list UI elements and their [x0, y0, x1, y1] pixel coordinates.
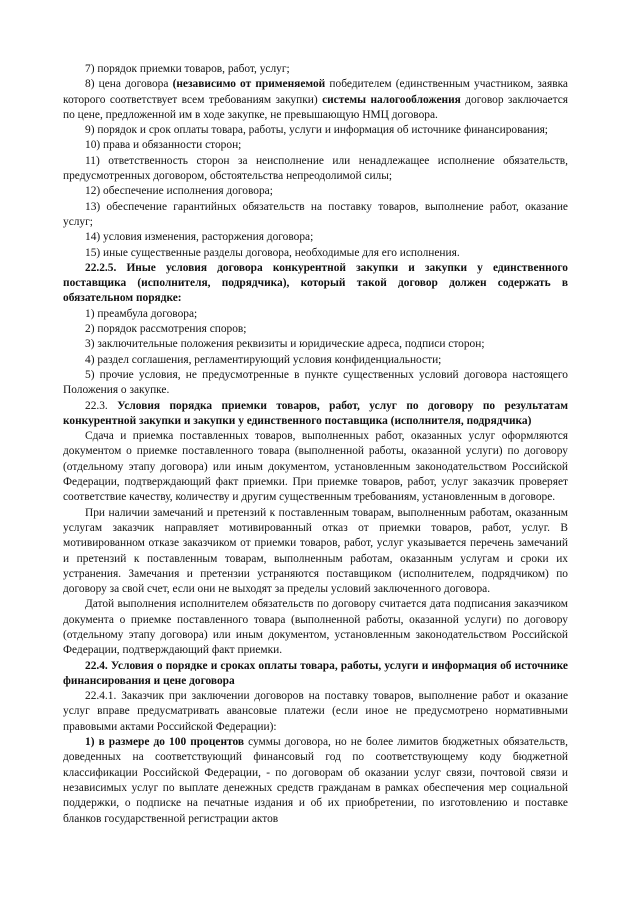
text-run: 9) порядок и срок оплаты товара, работы, услуги и информация об источнике финансирования;	[85, 124, 548, 137]
mandatory-item-4	[63, 353, 568, 368]
text-run: 22.2.5. Иные условия договора конкурентной закупки и закупки у единственного поставщика (исполнителя, подрядчика), который такой договор должен содержать в обязательном порядке:	[63, 261, 568, 305]
list-item-9-payment-terms	[63, 123, 568, 138]
mandatory-item-2	[63, 322, 568, 337]
section-heading-22-2-5	[63, 261, 568, 307]
text-run: 15) иные существенные разделы договора, необходимые для его исполнения.	[85, 246, 460, 259]
list-item-8-contract-price	[63, 77, 568, 123]
document-page	[63, 62, 568, 827]
list-item-11	[63, 154, 568, 185]
text-run: Условия порядка приемки товаров, работ, услуг по договору по результатам конкурентной закупки и закупки у единственного поставщика (исполнителя, подрядчика)	[63, 399, 568, 427]
text-run: системы налогообложения	[322, 93, 461, 106]
text-run: 22.4. Условия о порядке и сроках оплаты товара, работы, услуги и информация об источнике финансирования и цене договора	[63, 659, 568, 687]
list-item-13	[63, 200, 568, 231]
text-run: 13) обеспечение гарантийных обязательств на поставку товаров, выполнение работ, оказание услуг;	[63, 200, 568, 228]
mandatory-item-3	[63, 337, 568, 352]
paragraph-claims	[63, 506, 568, 598]
list-item-15	[63, 246, 568, 261]
paragraph-advance-100	[63, 735, 568, 827]
text-run: (независимо от применяемой	[172, 78, 326, 91]
section-heading-22-3	[63, 399, 568, 430]
text-run: 22.3.	[85, 399, 118, 412]
text-run: 5) прочие условия, не предусмотренные в пункте существенных условий договора настоящего Положения о закупке.	[63, 368, 568, 397]
list-item-10	[63, 138, 568, 153]
text-run: 14) условия изменения, расторжения договора;	[85, 231, 314, 244]
text-run: 4) раздел соглашения, регламентирующий условия конфиденциальности;	[85, 353, 442, 366]
paragraph-fulfillment-date	[63, 597, 568, 658]
text-run: 7) порядок приемки товаров, работ, услуг;	[85, 63, 290, 75]
paragraph-22-4-1	[63, 689, 568, 735]
list-item-7	[63, 62, 568, 77]
text-run: 1) преамбула договора;	[85, 307, 198, 320]
text-run: Сдача и приемка поставленных товаров, выполненных работ, оказанных услуг оформляются документом о приемке поставленного товара (выполненной работы, оказанной услуги) по договору (отдельному этапу договора) или иным документом, установленным законодательством Российской Федерации, подтверждающий факт приемки. При приемке товаров, работ, услуг заказчик проверяет соответствие качеству, количеству и другим существенным требованиям, установленным в договоре.	[63, 430, 568, 504]
mandatory-item-5	[63, 368, 568, 399]
text-run: 12) обеспечение исполнения договора;	[85, 185, 273, 198]
list-item-14	[63, 230, 568, 245]
text-run: суммы договора, но не более лимитов бюджетных обязательств, доведенных на соответствующий финансовый год по соответствующему коду бюджетной классификации Российской Федерации, - по договорам об оказании услуг связи, почтовой связи и независимых услуг по выплате денежных средств гражданам в рамках обеспечения мер социальной поддержки, о подписке на печатные издания и об их приобретении, по изготовлению и поставке бланков государственной регистрации актов	[63, 736, 568, 825]
text-run: При наличии замечаний и претензий к поставленным товарам, выполненным работам, оказанным услугам заказчик направляет мотивированный отказ от приемки товаров, работ, услуг. В мотивированном отказе заказчиком от приемки товаров, работ, услуг указывается перечень замечаний и претензий к поставленным товарам, выполненным работам, оказанным услугам и сроки их устранения. Замечания и претензии устраняются поставщиком (исполнителем, подрядчиком) по договору за свой счет, если они не выходят за пределы условий заключенного договора.	[63, 506, 568, 596]
section-heading-22-4	[63, 659, 568, 690]
paragraph-acceptance	[63, 429, 568, 505]
text-run: 11) ответственность сторон за неисполнение или ненадлежащее исполнение обязательств, предусмотренных договором, обстоятельства непреодолимой силы;	[63, 154, 568, 183]
text-run: договор заключается по цене, предложенной им в ходе закупке, не превышающую НМЦ договора.	[63, 93, 569, 121]
text-run: победителем (единственным участником, заявка которого соответствует всем требованиям закупки)	[63, 78, 568, 106]
text-run: 10) права и обязанности сторон;	[85, 139, 242, 152]
text-run: 8) цена договора	[85, 78, 173, 91]
text-run: 22.4.1. Заказчик при заключении договоров на поставку товаров, выполнение работ и оказание услуг вправе предусматривать авансовые платежи (если иное не предусмотрено нормативными правовыми актами Российской Федерации):	[63, 690, 568, 733]
text-run: Датой выполнения исполнителем обязательств по договору считается дата подписания заказчиком документа о приемке поставленного товара (выполненной работы, оказанной услуги) по договору (отдельному этапу договора) или иным документом, установленным законодательством Российской Федерации, подтверждающий факт приемки.	[63, 598, 568, 657]
text-run: 2) порядок рассмотрения споров;	[85, 323, 247, 336]
text-run: 1) в размере до 100 процентов	[85, 736, 245, 749]
text-run: 3) заключительные положения реквизиты и юридические адреса, подписи сторон;	[85, 338, 485, 351]
list-item-12	[63, 184, 568, 199]
mandatory-item-1	[63, 307, 568, 322]
